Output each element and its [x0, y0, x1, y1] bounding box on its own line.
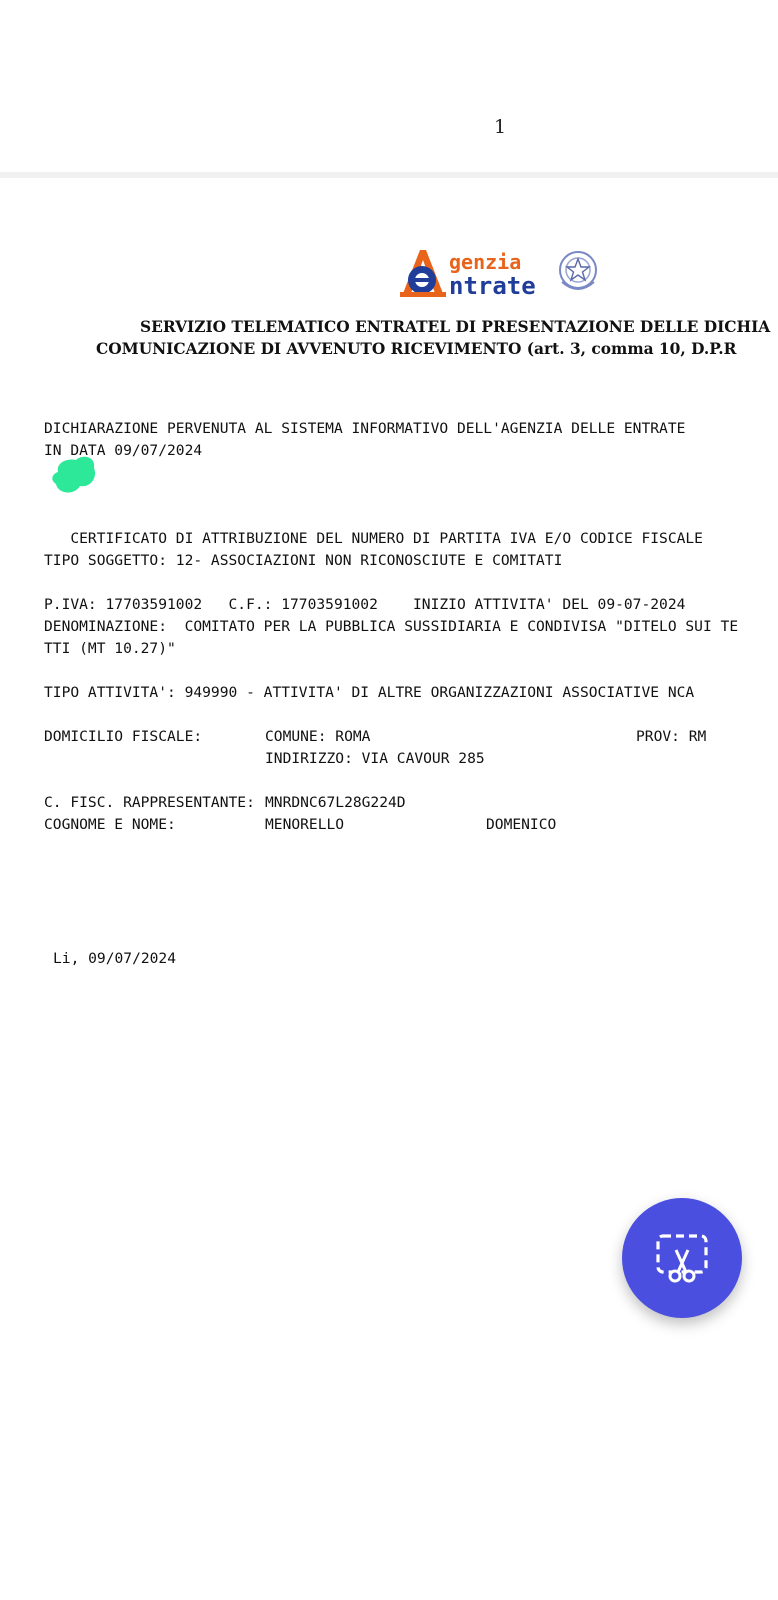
cf-rappresentante-value: MNRDNC67L28G224D	[265, 794, 406, 811]
indirizzo-value: INDIRIZZO: VIA CAVOUR 285	[265, 750, 485, 767]
cf-rappresentante-label: C. FISC. RAPPRESENTANTE:	[44, 794, 255, 811]
cognome-nome-label: COGNOME E NOME:	[44, 816, 176, 833]
logo-entrate-text: ntrate	[449, 272, 536, 300]
redaction-mark	[50, 454, 98, 496]
received-line-2: IN DATA 09/07/2024	[44, 442, 203, 459]
agenzia-a-mark-icon	[396, 246, 446, 302]
denominazione-line-2: TTI (MT 10.27)"	[44, 640, 176, 657]
header-line-2: COMUNICAZIONE DI AVVENUTO RICEVIMENTO (art. 3, comma 10, D.P.R	[96, 340, 737, 358]
comune-value: COMUNE: ROMA	[265, 728, 371, 745]
italian-republic-emblem-icon	[556, 246, 600, 296]
nome-value: DOMENICO	[486, 816, 557, 833]
domicilio-label: DOMICILIO FISCALE:	[44, 728, 203, 745]
previous-page-area	[0, 0, 778, 174]
logo-agenzia-text: genzia	[449, 250, 522, 274]
tipo-soggetto: TIPO SOGGETTO: 12- ASSOCIAZIONI NON RICONOSCIUTE E COMITATI	[44, 552, 563, 569]
denominazione-line-1: DENOMINAZIONE: COMITATO PER LA PUBBLICA SUSSIDIARIA E CONDIVISA "DITELO SUI TE	[44, 618, 739, 635]
document-page	[0, 178, 778, 1600]
received-line-1: DICHIARAZIONE PERVENUTA AL SISTEMA INFORMATIVO DELL'AGENZIA DELLE ENTRATE	[44, 420, 686, 437]
piva-cf-line: P.IVA: 17703591002 C.F.: 17703591002 INIZIO ATTIVITA' DEL 09-07-2024	[44, 596, 686, 613]
screenshot-crop-scissors-icon	[654, 1230, 710, 1286]
header-line-1: SERVIZIO TELEMATICO ENTRATEL DI PRESENTAZIONE DELLE DICHIA	[140, 318, 771, 336]
place-date: Li, 09/07/2024	[53, 950, 177, 967]
page-number: 1	[494, 116, 507, 138]
prov-value: PROV: RM	[636, 728, 707, 745]
certificate-title: CERTIFICATO DI ATTRIBUZIONE DEL NUMERO DI PARTITA IVA E/O CODICE FISCALE	[44, 530, 703, 547]
screenshot-crop-button[interactable]	[622, 1198, 742, 1318]
tipo-attivita: TIPO ATTIVITA': 949990 - ATTIVITA' DI ALTRE ORGANIZZAZIONI ASSOCIATIVE NCA	[44, 684, 695, 701]
agenzia-entrate-logo	[402, 246, 602, 306]
cognome-value: MENORELLO	[265, 816, 345, 833]
